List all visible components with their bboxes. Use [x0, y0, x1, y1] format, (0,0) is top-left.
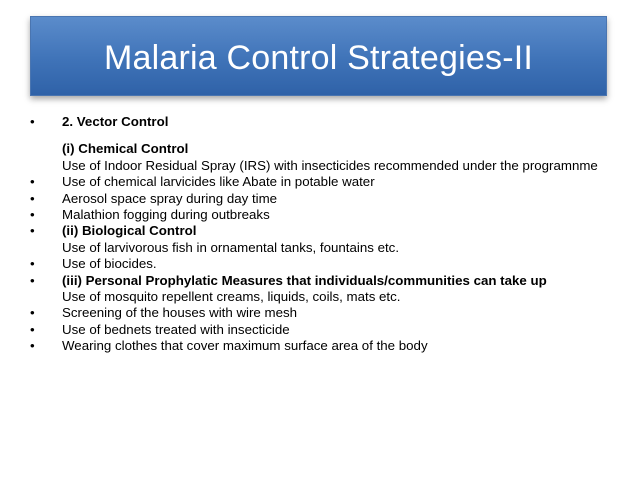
subsection-heading: (iii) Personal Prophylatic Measures that individuals/communities can take up [62, 272, 547, 288]
list-item-text: Use of larvivorous fish in ornamental tanks, fountains etc. [62, 239, 400, 255]
list-item-text: Use of biocides. [62, 256, 157, 272]
list-item-text: Use of Indoor Residual Spray (IRS) with insecticides recommended under the programnme [62, 157, 598, 173]
slide-body [30, 114, 620, 355]
bullet-glyph: • [30, 223, 35, 239]
bullet-glyph: • [30, 114, 35, 129]
list-item [30, 141, 620, 157]
bullet-glyph: • [30, 207, 35, 223]
section-heading: 2. Vector Control [62, 114, 169, 129]
bullet-glyph: • [30, 338, 35, 354]
list-item [30, 158, 620, 174]
spacer [30, 130, 620, 141]
list-item [30, 322, 620, 338]
bullet-glyph: • [30, 256, 35, 272]
bullet-glyph: • [30, 190, 35, 206]
list-item [30, 273, 620, 289]
subsection-heading: (i) Chemical Control [62, 141, 189, 157]
list-item [30, 207, 620, 223]
list-item-text: Use of mosquito repellent creams, liquids, coils, mats etc. [62, 289, 401, 305]
list-item [30, 305, 620, 321]
list-item-text: Use of bednets treated with insecticide [62, 321, 290, 337]
list-item [30, 256, 620, 272]
slide-title: Malaria Control Strategies-II [103, 38, 534, 77]
bullet-glyph: • [30, 272, 35, 288]
list-item-text: Wearing clothes that cover maximum surface area of the body [62, 338, 428, 354]
slide-title-banner [30, 16, 607, 96]
list-item [30, 191, 620, 207]
subsection-heading: (ii) Biological Control [62, 223, 197, 239]
list-item-text: Aerosol space spray during day time [62, 190, 278, 206]
list-item [30, 223, 620, 239]
list-item [30, 240, 620, 256]
bullet-glyph: • [30, 305, 35, 321]
bullet-glyph: • [30, 321, 35, 337]
list-item-text: Screening of the houses with wire mesh [62, 305, 298, 321]
list-item [30, 174, 620, 190]
list-item [30, 338, 620, 354]
list-item [30, 114, 620, 130]
list-item-text: Use of chemical larvicides like Abate in potable water [62, 174, 375, 190]
list-item [30, 289, 620, 305]
bullet-glyph: • [30, 174, 35, 190]
list-item-text: Malathion fogging during outbreaks [62, 207, 270, 223]
